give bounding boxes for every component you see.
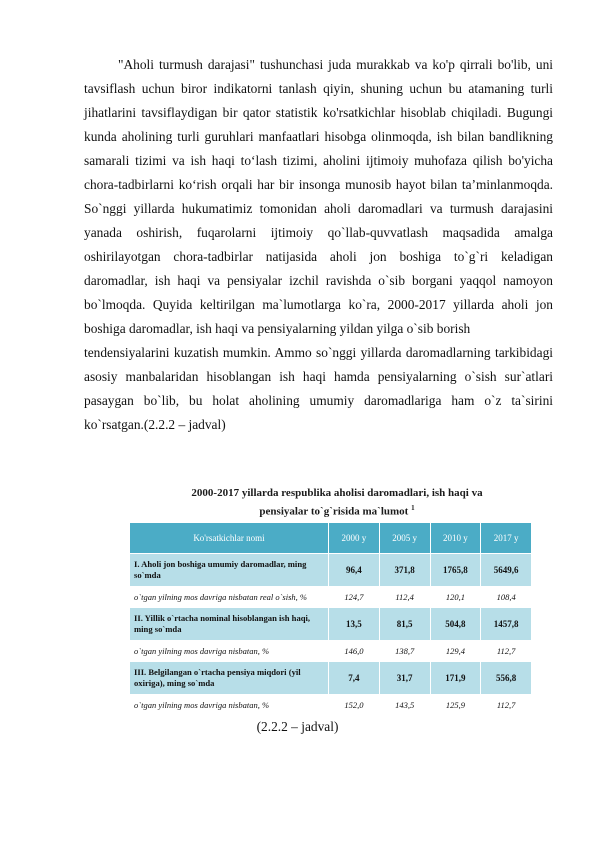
row-value: 143,5 (379, 695, 430, 716)
row-value: 108,4 (481, 587, 532, 608)
header-2005: 2005 y (379, 523, 430, 554)
table-title-line2: pensiyalar to`g`risida ma`lumot (259, 505, 409, 518)
paragraph-2: tendensiyalarini kuzatish mumkin. Ammo so`nggi yillarda daromadlarning tarkibidagi asosiy manbalaridan hisoblangan ish haqi hamda pensiyalarning o`sish sur`atlari pasaygan bo`lib, bu holat aholining umumiy daromadlariga ham o`z ta`sirini ko`rsatgan.(2.2.2 – jadval) (84, 345, 553, 432)
row-label: o`tgan yilning mos davriga nisbatan, % (130, 641, 329, 662)
row-value: 125,9 (430, 695, 481, 716)
table-row (130, 608, 532, 641)
row-value: 371,8 (379, 554, 430, 587)
row-value: 120,1 (430, 587, 481, 608)
table-caption: (2.2.2 – jadval) (256, 719, 339, 734)
row-value: 7,4 (329, 662, 380, 695)
table-header-row (130, 523, 532, 554)
table-row (130, 587, 532, 608)
row-value: 146,0 (329, 641, 380, 662)
row-value: 152,0 (329, 695, 380, 716)
table-row (130, 641, 532, 662)
row-label: II. Yillik o`rtacha nominal hisoblangan ish haqi, ming so`mda (130, 608, 329, 641)
row-value: 112,7 (481, 641, 532, 662)
row-value: 124,7 (329, 587, 380, 608)
row-value: 1457,8 (481, 608, 532, 641)
row-value: 31,7 (379, 662, 430, 695)
row-value: 504,8 (430, 608, 481, 641)
row-value: 13,5 (329, 608, 380, 641)
body-text (84, 53, 553, 437)
row-label: o`tgan yilning mos davriga nisbatan real o`sish, % (130, 587, 329, 608)
footnote-mark: 1 (411, 504, 415, 512)
header-2010: 2010 y (430, 523, 481, 554)
row-value: 556,8 (481, 662, 532, 695)
table-row (130, 554, 532, 587)
table-body (130, 554, 532, 716)
row-label: o`tgan yilning mos davriga nisbatan, % (130, 695, 329, 716)
row-value: 129,4 (430, 641, 481, 662)
row-value: 96,4 (329, 554, 380, 587)
row-value: 5649,6 (481, 554, 532, 587)
table-title (127, 486, 547, 520)
statistics-table (129, 522, 532, 716)
header-2017: 2017 y (481, 523, 532, 554)
header-indicator: Ko'rsatkichlar nomi (130, 523, 329, 554)
row-value: 171,9 (430, 662, 481, 695)
row-value: 81,5 (379, 608, 430, 641)
table-row (130, 662, 532, 695)
paragraph-1: "Aholi turmush darajasi" tushunchasi juda murakkab va ko'p qirrali bo'lib, uni tavsiflash uchun biror indikatorni tanlash qiyin, shuning uchun bu atamaning turli jihatlarini tavsiflaydigan bir qator statistik ko'rsatkichlar hisoblab chiqiladi. Bugungi kunda aholining turli guruhlari manfaatlari hisobga olinmoqda, ish bilan bandlikning samarali tizimi va ish haqi to‘lash tizimi, aholini ijtimoiy muhofaza qilish bo'yicha chora-tadbirlarni ko‘rish orqali har bir insonga munosib hayot bilan ta’minlanmoqda. So`nggi yillarda hukumatimiz tomonidan aholi daromadlari va turmush darajasini yanada oshirish, fuqarolarni ijtimoiy qo`llab-quvvatlash maqsadida amalga oshirilayotgan chora-tadbirlar natijasida aholi jon boshiga to`g`ri keladigan daromadlar, ish haqi va pensiyalar izchil ravishda o`sib borgani yaqqol namoyon bo`lmoqda. Quyida keltirilgan ma`lumotlarga ko`ra, 2000-2017 yillarda aholi jon boshiga daromadlar, ish haqi va pensiyalarning yildan yilga o`sib borish (84, 57, 553, 336)
row-value: 138,7 (379, 641, 430, 662)
table-row (130, 695, 532, 716)
row-value: 112,4 (379, 587, 430, 608)
row-label: I. Aholi jon boshiga umumiy daromadlar, ming so`mda (130, 554, 329, 587)
row-value: 1765,8 (430, 554, 481, 587)
header-2000: 2000 y (329, 523, 380, 554)
row-value: 112,7 (481, 695, 532, 716)
table-title-line1: 2000-2017 yillarda respublika aholisi daromadlari, ish haqi va (191, 487, 483, 499)
row-label: III. Belgilangan o`rtacha pensiya miqdori (yil oxiriga), ming so`mda (130, 662, 329, 695)
